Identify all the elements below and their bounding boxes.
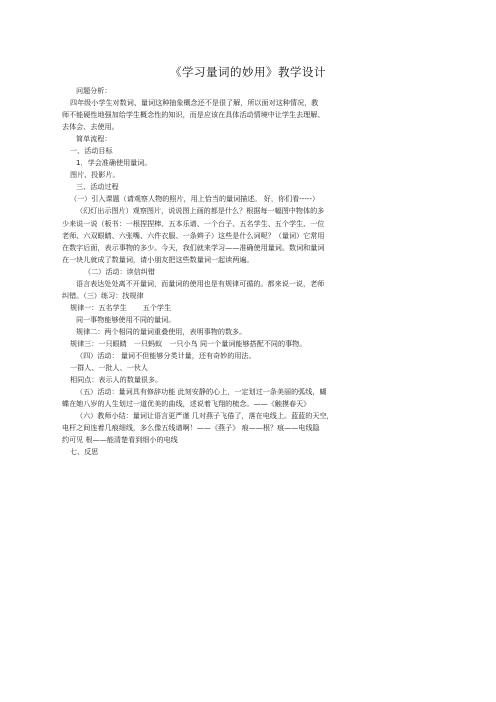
paragraph-line: 约可见 根——能清楚看到细小的电线 [62, 435, 178, 445]
paragraph-line: 师不能硬性地强加给学生概念性的知识，而是应该在具体活动情境中让学生去理解、 [62, 110, 325, 120]
paragraph-line: 图片、投影片。 [70, 170, 120, 180]
section-heading: 三、活动过程 [76, 182, 119, 192]
rule-one-label: 规律一：五名学生 [70, 302, 127, 312]
document-body [62, 85, 434, 458]
document-title: 《学习量词的妙用》教学设计 [170, 65, 326, 79]
paragraph-line: 四年级小学生对数词、量词这种抽象概念还不是很了解，所以面对这种情况，教 [70, 98, 319, 108]
paragraph-line: 去体会、去使用。 [62, 122, 119, 132]
paragraph-line: （二）活动：读信纠错 [84, 266, 155, 276]
paragraph-line: 老师、六双眼睛、六张嘴、六件衣服、一条辫子）这些是什么词呢？（量词）它常用 [62, 230, 325, 240]
rule-one-example: 五个学生 [142, 302, 172, 312]
paragraph-line: 少来说一说（板书：一根捏捏棒、五本乐谱、一个台子、五名学生、五个学生、一位 [62, 218, 325, 228]
paragraph-line: 相同点：表示人的数量很多。 [70, 375, 163, 385]
paragraph-line: 在数字后面，表示事物的多少。今天，我们就来学习——准确使用量词。数词和量词 [62, 242, 325, 252]
paragraph-line: 1．学会准确使用量词。 [76, 158, 152, 168]
paragraph-line: （一）引入课题（请观察人物的照片，用上恰当的量词描述。 好，你们看-----） [70, 194, 320, 204]
section-heading: 一、活动目标 [70, 146, 113, 156]
paragraph-line: 规律三：一只眼睛 一只蚂蚁 一只小鸟 同一个量词能够搭配不同的事物。 [70, 338, 307, 348]
paragraph-line: 规律二：两个相同的量词重叠使用，表明事物的数多。 [76, 326, 247, 336]
paragraph-line: （幻灯出示图片）观察图片，说说图上画的都是什么？根据每一幅图中物体的多 [76, 206, 325, 216]
section-heading: 七、反思 [70, 447, 99, 457]
paragraph-line: （四）活动： 量词不但能够分类计量，还有奇妙的用法。 [76, 351, 256, 361]
paragraph-line: 电杆之间连着几痕细线，多么像五线谱啊！——《燕子》 痕——根？痕——电线隐 [62, 423, 320, 433]
paragraph-line: 一群人、一批人、一伙人 [70, 363, 149, 373]
paragraph-line [62, 302, 434, 314]
paragraph-line: 问题分析： [76, 86, 112, 95]
paragraph-line: 同一事物能够使用不同的量词。 [76, 314, 176, 324]
paragraph-line: 蝶在她八岁的人生划过一道优美的曲线，述说着飞翔的梳念。——《触摸春天》 [62, 399, 311, 409]
paragraph-line: （六）教师小结：量词让语言更严谨 几对燕子飞倦了，落在电线上。蓝蓝的天空， [76, 411, 334, 421]
paragraph-line: 语言表达处处离不开量词，而量词的使用也是有规律可循的。都来说一说，老师 [76, 278, 325, 288]
paragraph-line: 简单流程： [76, 134, 112, 144]
paragraph-line: 在一块儿就成了数量词，请小朋友把这些数量词一起读两遍。 [62, 254, 254, 264]
paragraph-line: （五）活动：量词具有修辞功能 此刻安静的心上，一定划过一条美丽的弧线，蝴 [76, 387, 327, 397]
paragraph-line: 纠错。（三）练习：找规律 [62, 290, 144, 300]
